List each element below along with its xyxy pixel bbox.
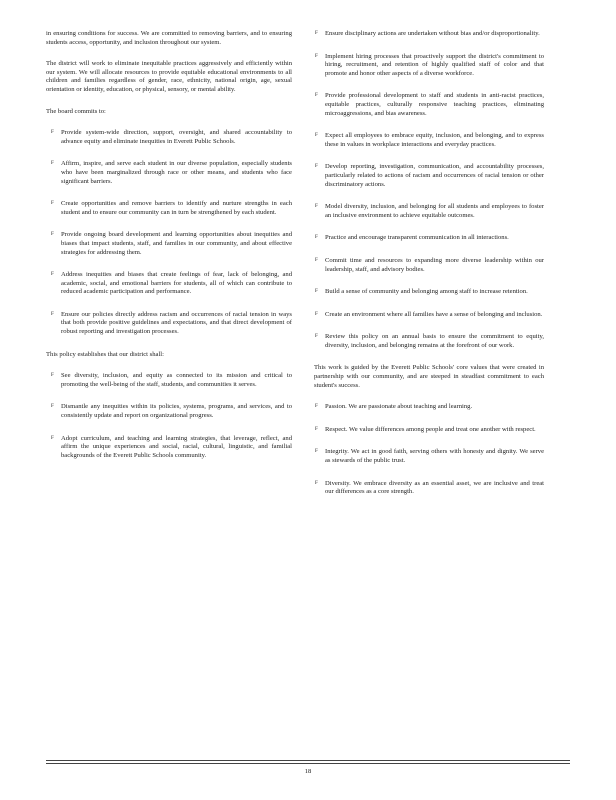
bullet-marker: F — [51, 232, 54, 238]
footer-divider — [46, 760, 570, 761]
bullet-marker: F — [315, 334, 318, 340]
right-column — [314, 30, 544, 511]
intro-paragraph: in ensuring conditions for success. We are committed to removing barriers, and to ensuring students access, opportunity, and inclusion throughout our system. — [46, 30, 292, 46]
list-item: F Implement hiring processes that proactively support the district's commitment to hiring, recruitment, and retention of highly qualified staff of color and that promote and honor other aspects of a diverse workforce. — [315, 52, 544, 77]
list-item: F Diversity. We embrace diversity as an essential asset, we are inclusive and treat our differences as a core strength. — [315, 479, 544, 496]
list-item: F Passion. We are passionate about teaching and learning. — [315, 403, 473, 411]
bullet-marker: F — [315, 449, 318, 455]
bullet-marker: F — [51, 311, 54, 317]
bullet-marker: F — [315, 311, 318, 317]
page-number: 18 — [304, 768, 312, 775]
board-commitments-list — [46, 129, 292, 337]
bullet-marker: F — [51, 435, 54, 441]
list-item: F Review this policy on an annual basis to ensure the commitment to equity, diversity, inclusion, and belonging remains at the forefront of our work. — [315, 333, 544, 349]
left-column — [46, 30, 292, 474]
policy-lead-text: This policy establishes that our district shall: — [46, 350, 164, 358]
list-item: F Provide ongoing board development and learning opportunities about inequities and biases that impact students, staff, and families in our community, and about effective strategies for addressing them. — [51, 231, 292, 256]
commitment-paragraph: The district will work to eliminate inequitable practices aggressively and efficiently within our system. We will allocate resources to provide equitable educational environments to all children and families regardless of gender, race, ethnicity, national origin, age, sexual orientation or identity, education, or physical, sensory, or mental ability. — [46, 60, 292, 93]
bullet-marker: F — [51, 130, 54, 136]
bullet-marker: F — [51, 373, 54, 379]
policy-list — [46, 372, 292, 460]
list-item: F See diversity, inclusion, and equity as connected to its mission and critical to promoting the well-being of the staff, students, and communities it serves. — [51, 372, 292, 388]
bullet-marker: F — [315, 404, 318, 410]
list-item: F Practice and encourage transparent communication in all interactions. — [315, 234, 509, 242]
bullet-marker: F — [51, 272, 54, 278]
list-item: F Develop reporting, investigation, communication, and accountability processes, particularly related to actions of racism and occurrences of racial tension or other discriminatory actions. — [315, 163, 544, 188]
list-item: F Expect all employees to embrace equity, inclusion, and belonging, and to express these in values in workplace interactions and everyday practices. — [315, 132, 544, 148]
bullet-marker: F — [51, 201, 54, 207]
bullet-marker: F — [315, 289, 318, 295]
list-item: F Provide professional development to staff and students in anti-racist practices, equitable practices, culturally responsive teaching practices, eliminating microaggressions, and bias awareness. — [315, 92, 544, 117]
list-item: F Affirm, inspire, and serve each student in our diverse population, especially students who have been marginalized through race or other means, and students who face significant barriers. — [51, 160, 292, 185]
list-item: F Create an environment where all families have a sense of belonging and inclusion. — [315, 310, 543, 318]
list-item: F Dismantle any inequities within its policies, systems, programs, and services, and to consistently update and report on organizational progress. — [51, 403, 292, 420]
bullet-marker: F — [51, 404, 54, 410]
list-item: F Provide system-wide direction, support, oversight, and shared accountability to advance equity and eliminate inequities in Everett Public Schools. — [51, 129, 292, 145]
bullet-marker: F — [315, 204, 318, 210]
footer-divider — [46, 763, 570, 764]
list-item: F Build a sense of community and belonging among staff to increase retention. — [315, 288, 528, 296]
list-item: F Address inequities and biases that create feelings of fear, lack of belonging, and academic, social, and emotional barriers for students, all of which can contribute to reduced academic participation and performance. — [51, 271, 292, 296]
bullet-marker: F — [315, 426, 318, 432]
list-item: F Ensure our policies directly address racism and occurrences of racial tension in ways that both provide positive guidelines and expectations, and that direct development of robust reporting and investigation processes. — [51, 310, 292, 336]
board-lead-text: The board commits to: — [46, 107, 106, 115]
bullet-marker: F — [315, 93, 318, 99]
bullet-marker: F — [315, 257, 318, 263]
bullet-marker: F — [315, 480, 318, 486]
bullet-marker: F — [315, 53, 318, 59]
policy-list-continued — [314, 30, 544, 350]
core-values-list — [314, 403, 544, 497]
list-item: F Create opportunities and remove barriers to identify and nurture strengths in each student and to ensure our community can in turn be strengthened by each student. — [51, 200, 292, 216]
list-item: F Commit time and resources to expanding more diverse leadership within our leadership, staff, and advisory bodies. — [315, 256, 544, 273]
bullet-marker: F — [315, 164, 318, 170]
bullet-marker: F — [315, 235, 318, 241]
bullet-marker: F — [315, 31, 318, 36]
list-item: F Integrity. We act in good faith, serving others with honesty and dignity. We serve as stewards of the public trust. — [315, 448, 544, 465]
list-item: F Ensure disciplinary actions are undertaken without bias and/or disproportionality. — [315, 30, 540, 37]
list-item: F Adopt curriculum, and teaching and learning strategies, that leverage, reflect, and affirm the unique experiences and social, racial, cultural, linguistic, and familial backgrounds of the Everett Public Schools community. — [51, 434, 292, 459]
list-item: F Model diversity, inclusion, and belonging for all students and employees to foster an inclusive environment to achieve equitable outcomes. — [315, 203, 544, 219]
list-item: F Respect. We value differences among people and treat one another with respect. — [315, 425, 536, 433]
bullet-marker: F — [315, 133, 318, 139]
core-values-lead: This work is guided by the Everett Public Schools' core values that were created in partnership with our community, and are steeped in steadfast commitment to each student's success. — [314, 364, 544, 389]
bullet-marker: F — [51, 161, 54, 167]
